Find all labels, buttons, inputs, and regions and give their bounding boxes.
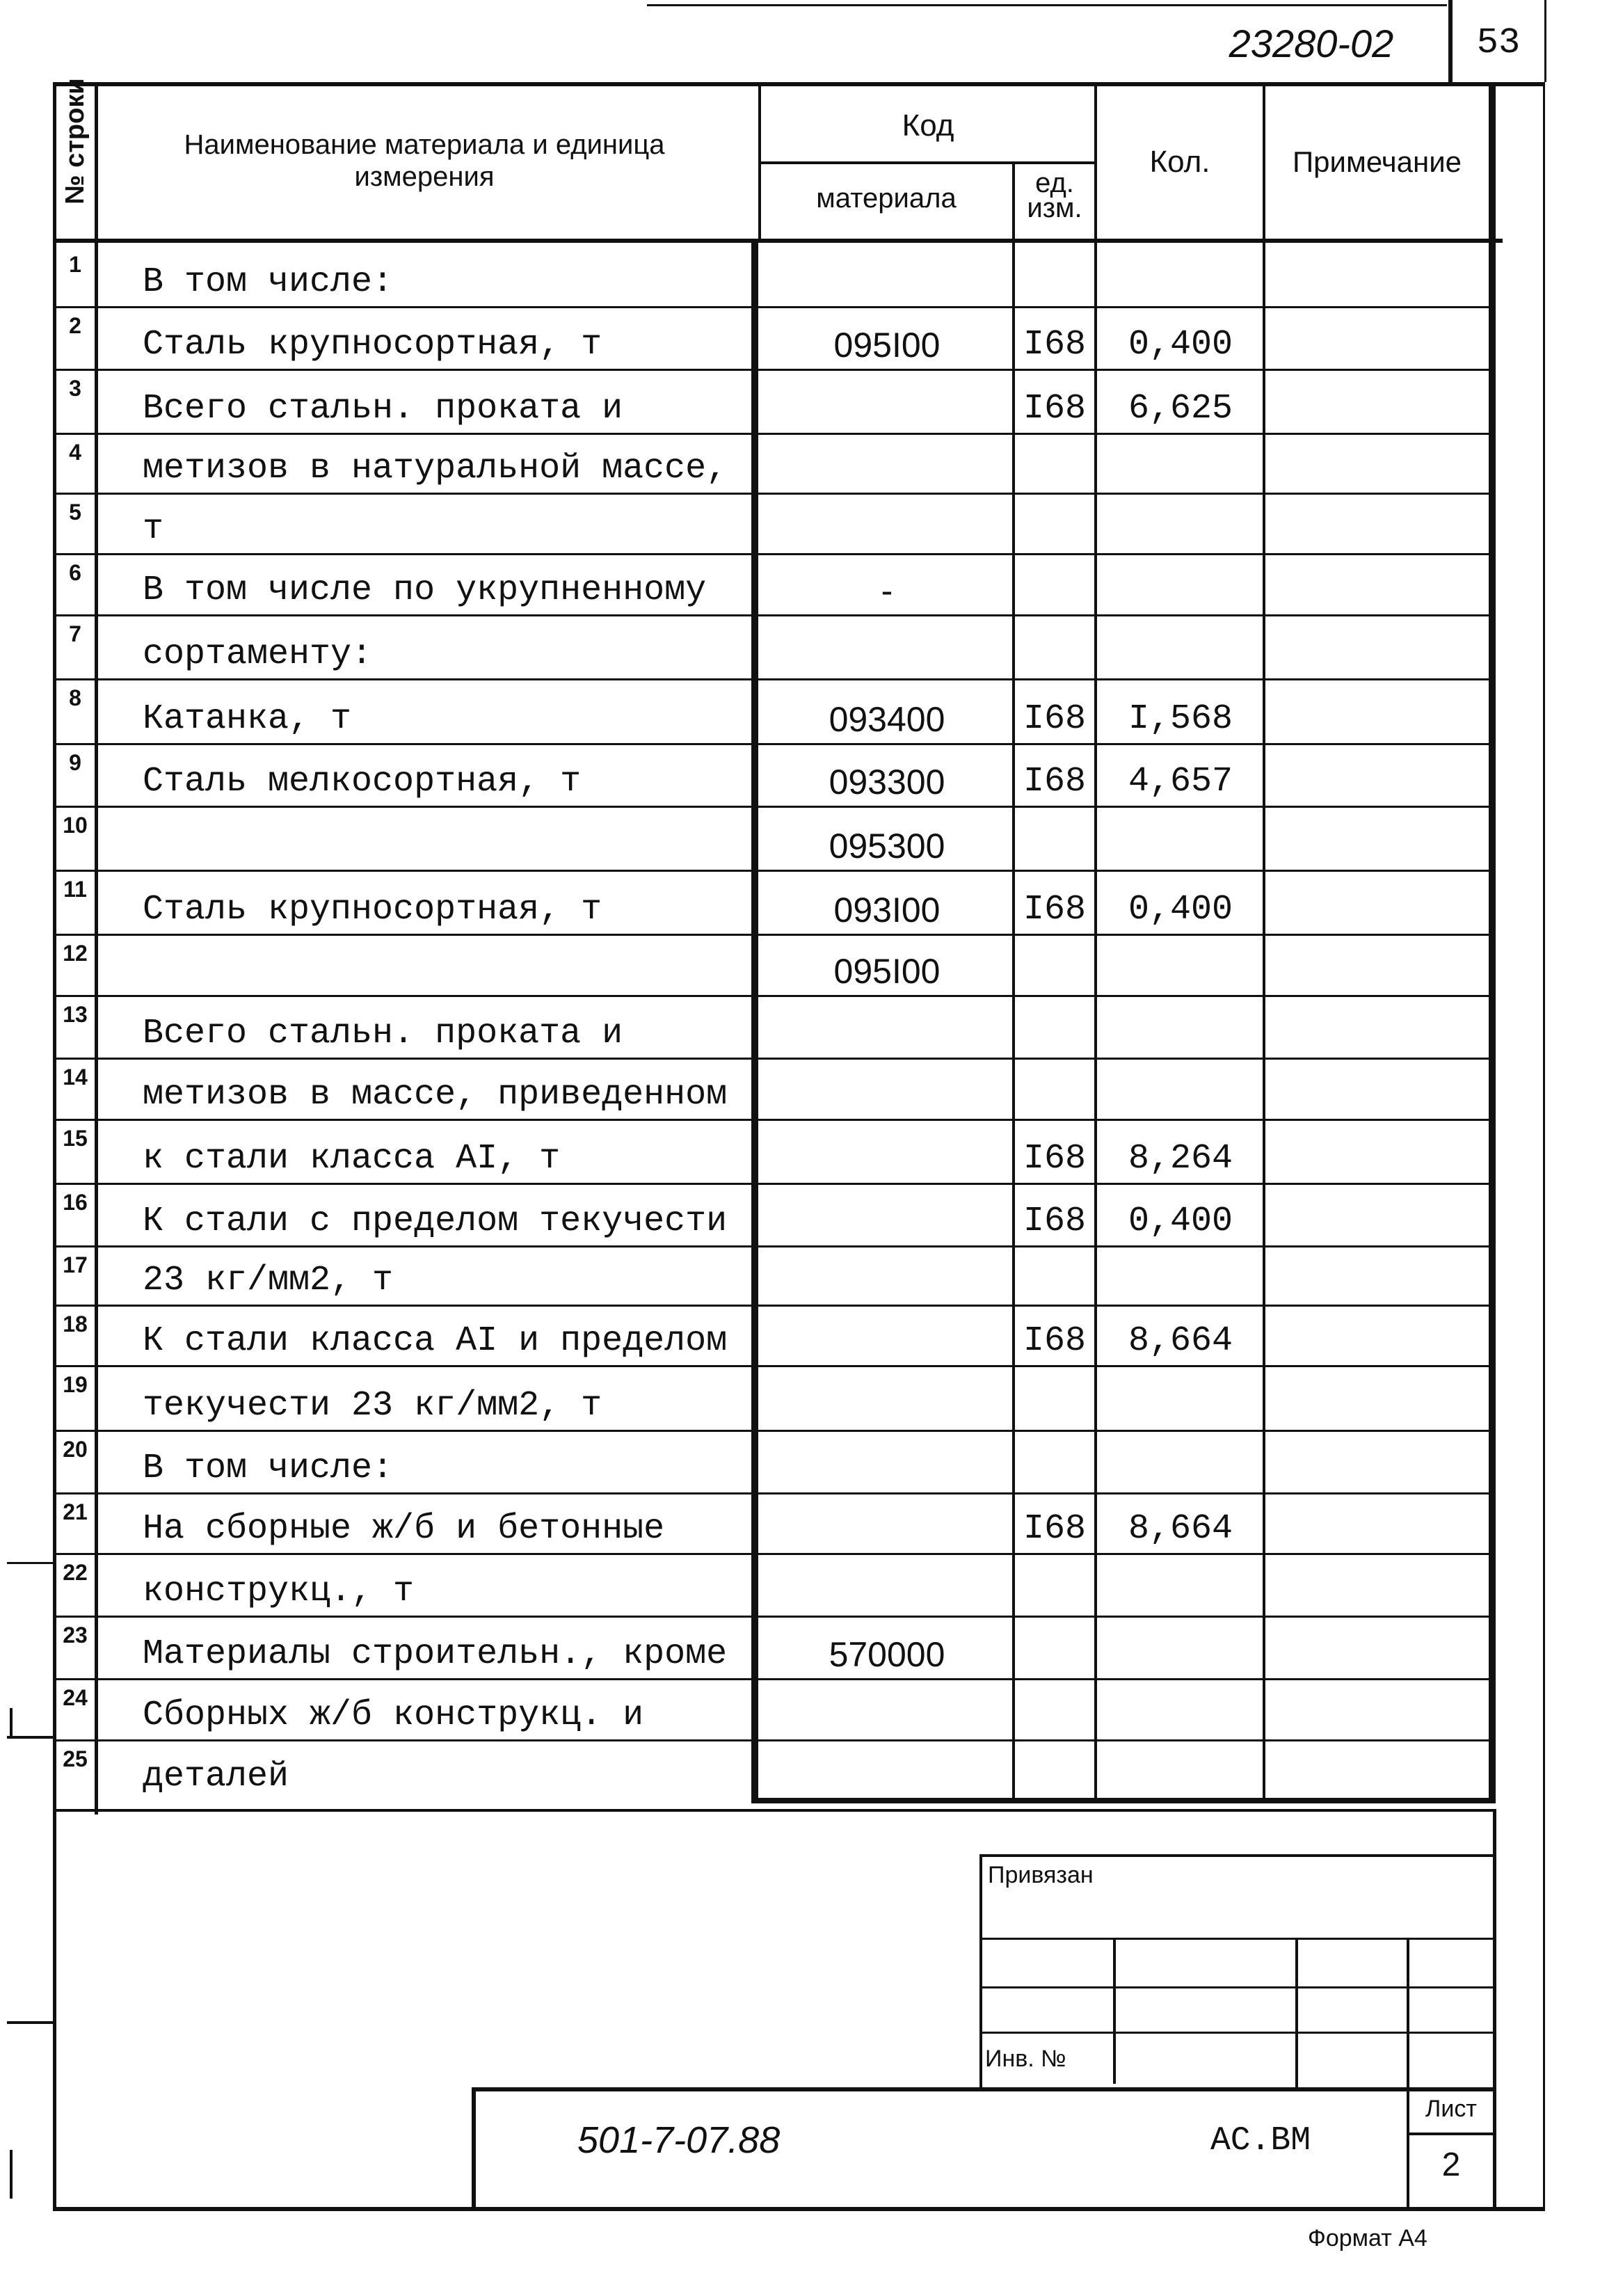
quantity: 4,657: [1128, 762, 1233, 802]
row-number: 4: [69, 440, 81, 465]
row-divider: [56, 870, 1496, 872]
material-name: На сборные ж/б и бетонные: [143, 1509, 665, 1549]
row-number: 6: [69, 560, 81, 585]
material-name: метизов в натуральной массе,: [143, 449, 728, 488]
row-divider: [56, 1616, 1496, 1618]
row-number: 20: [63, 1437, 88, 1462]
document-number: 23280-02: [1229, 22, 1394, 65]
row-number: 24: [63, 1685, 88, 1710]
row-number: 23: [63, 1623, 88, 1648]
material-name: Сталь крупносортная, т: [143, 325, 602, 365]
material-name: текучести 23 кг/мм2, т: [143, 1386, 602, 1426]
row-number: 2: [69, 313, 81, 338]
quantity: 0,400: [1128, 890, 1233, 930]
unit-code: I68: [1023, 325, 1086, 365]
binding-mark: [7, 1562, 53, 1564]
material-name: Сталь крупносортная, т: [143, 890, 602, 930]
row-divider: [56, 614, 1496, 616]
material-name: сортаменту:: [143, 635, 373, 674]
code-header: Код: [902, 109, 954, 143]
unit-code: I68: [1023, 762, 1086, 802]
unit-code: I68: [1023, 890, 1086, 930]
row-number: 10: [63, 813, 88, 838]
quantity: 8,264: [1128, 1139, 1233, 1179]
row-divider: [56, 678, 1496, 680]
qty-header: Кол.: [1149, 145, 1210, 179]
row-divider: [56, 1305, 1496, 1307]
row-number-header: № строки: [61, 78, 90, 205]
material-name: т: [143, 509, 164, 549]
name-header: Наименование материала и единица измерения: [184, 129, 665, 192]
row-divider: [56, 1058, 1496, 1060]
row-number: 19: [63, 1372, 88, 1397]
row-number: 22: [63, 1560, 88, 1585]
row-number: 7: [69, 621, 81, 646]
row-number: 11: [63, 877, 87, 902]
material-name: К стали с пределом текучести: [143, 1202, 728, 1241]
material-name: 23 кг/мм2, т: [143, 1261, 394, 1300]
row-divider: [56, 369, 1496, 371]
material-name: Всего стальн. проката и: [143, 389, 623, 429]
row-number: 8: [69, 685, 81, 710]
material-name: конструкц., т: [143, 1572, 415, 1611]
row-divider: [56, 553, 1496, 555]
row-number: 9: [69, 750, 81, 775]
material-code: 095I00: [833, 326, 941, 365]
row-divider: [56, 1492, 1496, 1494]
binding-mark: [10, 2150, 13, 2199]
unit-code: I68: [1023, 389, 1086, 429]
unit-code: I68: [1023, 1139, 1086, 1179]
row-divider: [56, 1430, 1496, 1432]
top-rule: [647, 4, 1447, 6]
row-divider: [56, 1678, 1496, 1680]
row-divider: [56, 306, 1496, 308]
page-number: 53: [1476, 22, 1521, 63]
row-divider: [56, 433, 1496, 435]
row-number: 13: [63, 1002, 88, 1027]
sheet-number: 2: [1441, 2146, 1461, 2183]
unit-code: I68: [1023, 1321, 1086, 1361]
material-name: В том числе:: [143, 262, 394, 302]
row-divider: [56, 1739, 1496, 1741]
row-number: 17: [63, 1252, 88, 1277]
binding-mark: [7, 1736, 53, 1739]
material-name: Катанка, т: [143, 699, 352, 739]
quantity: 0,400: [1128, 325, 1233, 365]
material-code: 570000: [829, 1635, 945, 1674]
material-name: к стали класса AI, т: [143, 1139, 561, 1179]
quantity: I,568: [1128, 699, 1233, 739]
row-divider: [56, 995, 1496, 997]
project-number: 501-7-07.88: [577, 2119, 781, 2161]
binding-mark: [7, 2021, 53, 2024]
row-number: 3: [69, 376, 81, 401]
row-number: 5: [69, 500, 81, 525]
material-name: Материалы строительн., кроме: [143, 1634, 728, 1674]
material-code: 095300: [829, 827, 945, 866]
material-code: 093300: [829, 763, 945, 802]
unit-header-line1: ед.: [1035, 168, 1074, 198]
unit-code: I68: [1023, 699, 1086, 739]
row-divider: [56, 934, 1496, 936]
sheet-label: Лист: [1425, 2096, 1477, 2122]
material-name: В том числе:: [143, 1449, 394, 1488]
material-name: метизов в массе, приведенном: [143, 1075, 728, 1115]
row-number: 21: [63, 1499, 88, 1524]
row-number: 14: [63, 1065, 88, 1090]
binding-mark: [10, 1708, 13, 1736]
row-divider: [56, 493, 1496, 495]
unit-code: I68: [1023, 1202, 1086, 1241]
unit-code: I68: [1023, 1509, 1086, 1549]
material-code: 093400: [829, 700, 945, 739]
quantity: 8,664: [1128, 1321, 1233, 1361]
quantity: 6,625: [1128, 389, 1233, 429]
row-number: 1: [69, 252, 81, 277]
material-name: Сталь мелкосортная, т: [143, 762, 582, 802]
row-number: 25: [63, 1746, 88, 1771]
material-name: Всего стальн. проката и: [143, 1014, 623, 1053]
bound-label: Привязан: [988, 1862, 1094, 1888]
material-name: В том числе по укрупненному: [143, 571, 707, 610]
row-divider: [56, 806, 1496, 808]
material-code: 095I00: [833, 952, 941, 991]
row-divider: [56, 1365, 1496, 1367]
quantity: 8,664: [1128, 1509, 1233, 1549]
material-name: Сборных ж/б конструкц. и: [143, 1696, 644, 1735]
row-divider: [56, 1245, 1496, 1247]
row-number: 16: [63, 1190, 88, 1215]
material-code: 093I00: [833, 891, 941, 930]
unit-header-line2: изм.: [1027, 193, 1082, 223]
material-code: -: [881, 571, 893, 610]
section-code: АС.ВМ: [1210, 2122, 1311, 2160]
row-number: 12: [63, 941, 88, 966]
row-number: 18: [63, 1312, 88, 1337]
page-box-right: [1544, 0, 1546, 82]
format-label: Формат А4: [1308, 2225, 1427, 2251]
row-divider: [56, 1553, 1496, 1555]
row-divider: [56, 743, 1496, 745]
row-number: 15: [63, 1126, 88, 1151]
row-divider: [56, 1183, 1496, 1185]
inventory-number-label: Инв. №: [985, 2046, 1066, 2072]
row-divider: [56, 1119, 1496, 1121]
material-name: К стали класса AI и пределом: [143, 1321, 728, 1361]
material-code-header: материала: [816, 183, 957, 214]
quantity: 0,400: [1128, 1202, 1233, 1241]
note-header: Примечание: [1292, 145, 1462, 178]
material-name: деталей: [143, 1757, 289, 1796]
